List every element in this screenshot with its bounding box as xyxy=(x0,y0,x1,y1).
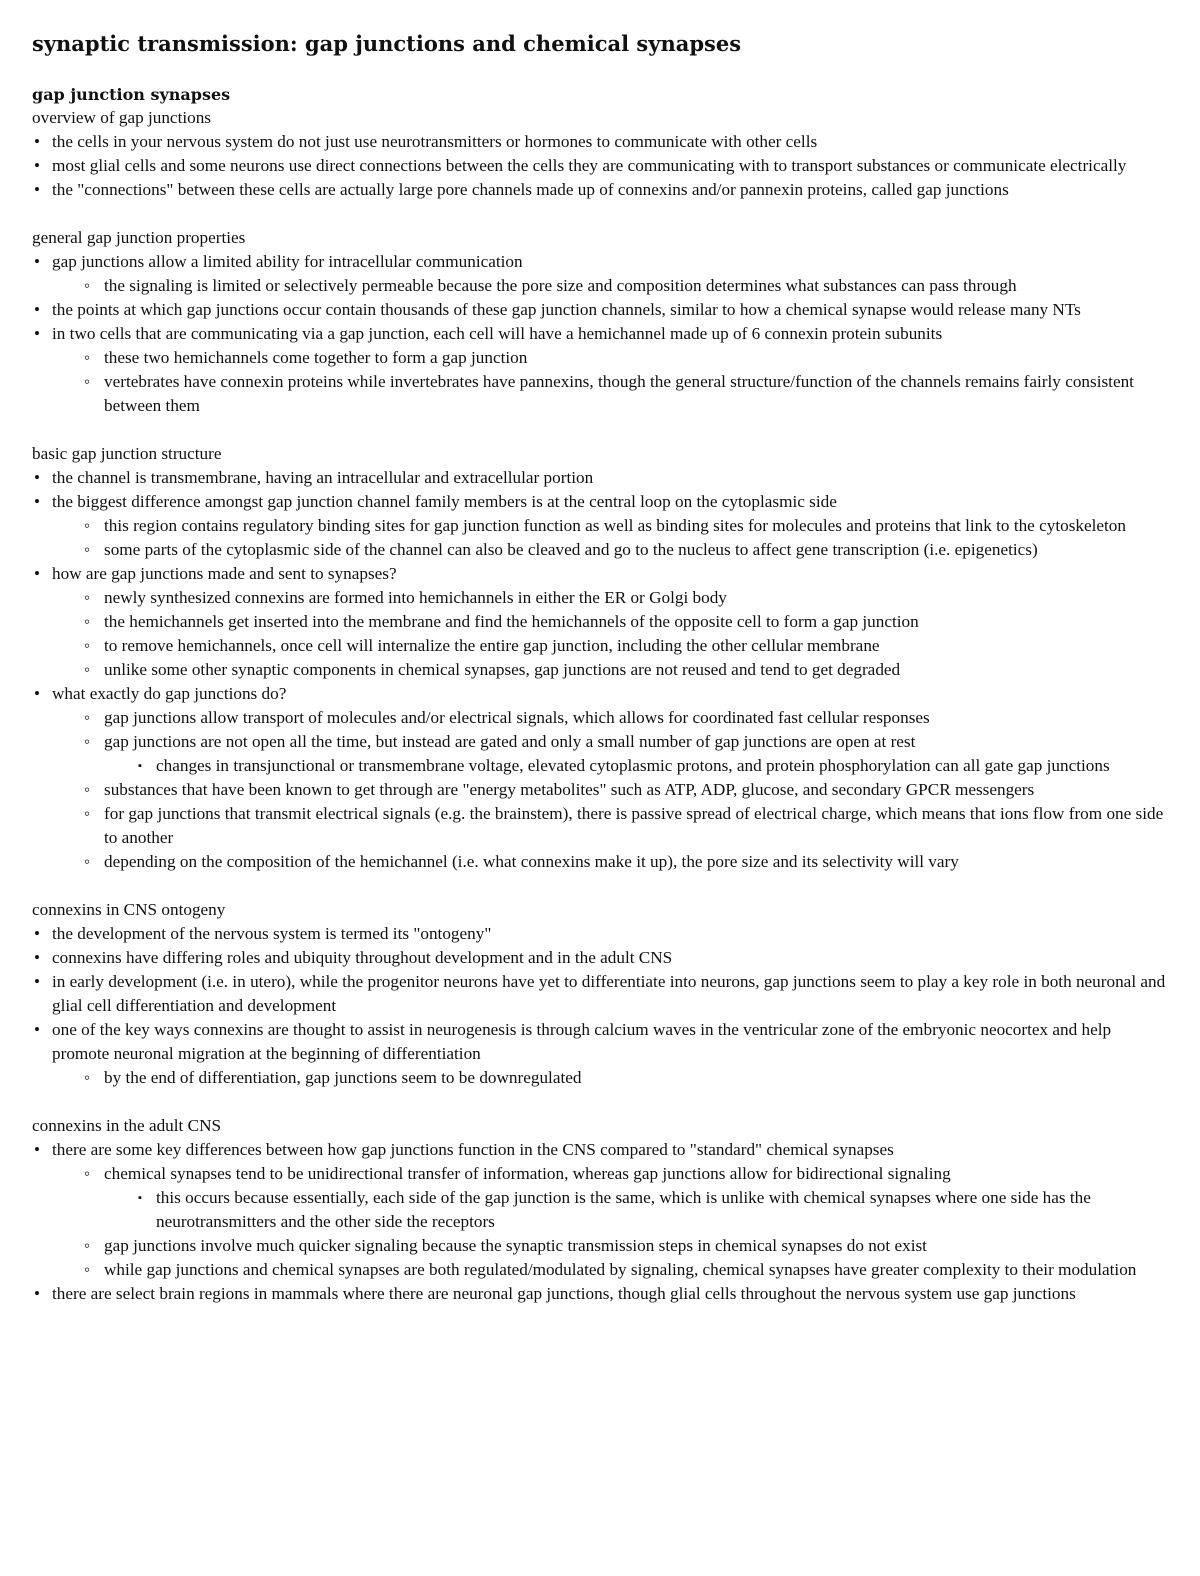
list-item: ◦ gap junctions are not open all the time, but instead are gated and only a small number of gap junctions are open at rest xyxy=(32,730,1168,754)
sub-bullet-list xyxy=(32,274,1168,298)
list-item: • connexins have differing roles and ubiquity throughout development and in the adult CNS xyxy=(32,946,1168,970)
list-item: ◦ chemical synapses tend to be unidirectional transfer of information, whereas gap junctions allow for bidirectional signaling xyxy=(32,1162,1168,1186)
list-item: ◦ substances that have been known to get through are "energy metabolites" such as ATP, ADP, glucose, and secondary GPCR messengers xyxy=(32,778,1168,802)
bullet-list xyxy=(32,130,1168,202)
list-item: ◦ for gap junctions that transmit electrical signals (e.g. the brainstem), there is passive spread of electrical charge, which means that ions flow from one side to another xyxy=(32,802,1168,850)
list-item: • how are gap junctions made and sent to synapses? xyxy=(32,562,1168,586)
list-item: • in early development (i.e. in utero), while the progenitor neurons have yet to differentiate into neurons, gap junctions seem to play a key role in both neuronal and glial cell differentiation and development xyxy=(32,970,1168,1018)
list-item: • gap junctions allow a limited ability for intracellular communication xyxy=(32,250,1168,274)
bullet-list xyxy=(32,466,1168,514)
sub-bullet-list xyxy=(32,778,1168,874)
list-item: ▪ changes in transjunctional or transmembrane voltage, elevated cytoplasmic protons, and protein phosphorylation can all gate gap junctions xyxy=(32,754,1168,778)
sub-sub-bullet-list xyxy=(32,1186,1168,1234)
sub-bullet-list xyxy=(32,514,1168,562)
list-item: ◦ by the end of differentiation, gap junctions seem to be downregulated xyxy=(32,1066,1168,1090)
list-item: • the channel is transmembrane, having an intracellular and extracellular portion xyxy=(32,466,1168,490)
list-item: • most glial cells and some neurons use direct connections between the cells they are communicating with to transport substances or communicate electrically xyxy=(32,154,1168,178)
section-overview xyxy=(32,106,1168,202)
bullet-list xyxy=(32,562,1168,586)
subsection-heading: basic gap junction structure xyxy=(32,444,222,463)
list-item: ◦ gap junctions involve much quicker signaling because the synaptic transmission steps in chemical synapses do not exist xyxy=(32,1234,1168,1258)
section-properties xyxy=(32,226,1168,418)
list-item: ◦ some parts of the cytoplasmic side of the channel can also be cleaved and go to the nucleus to affect gene transcription (i.e. epigenetics) xyxy=(32,538,1168,562)
sub-bullet-list xyxy=(32,1234,1168,1282)
section-heading: gap junction synapses xyxy=(32,85,231,104)
sub-bullet-list xyxy=(32,346,1168,418)
list-item: ◦ these two hemichannels come together to form a gap junction xyxy=(32,346,1168,370)
bullet-list xyxy=(32,298,1168,346)
section-ontogeny xyxy=(32,898,1168,1090)
list-item: ▪ this occurs because essentially, each side of the gap junction is the same, which is unlike with chemical synapses where one side has the neurotransmitters and the other side the receptors xyxy=(32,1186,1168,1234)
list-item: • the cells in your nervous system do not just use neurotransmitters or hormones to communicate with other cells xyxy=(32,130,1168,154)
list-item: ◦ vertebrates have connexin proteins while invertebrates have pannexins, though the general structure/function of the channels remains fairly consistent between them xyxy=(32,370,1168,418)
page-title: synaptic transmission: gap junctions and chemical synapses xyxy=(32,31,742,56)
subsection-heading: general gap junction properties xyxy=(32,228,246,247)
list-item: • the "connections" between these cells are actually large pore channels made up of connexins and/or pannexin proteins, called gap junctions xyxy=(32,178,1168,202)
list-item: • the points at which gap junctions occur contain thousands of these gap junction channels, similar to how a chemical synapse would release many NTs xyxy=(32,298,1168,322)
list-item: ◦ the hemichannels get inserted into the membrane and find the hemichannels of the opposite cell to form a gap junction xyxy=(32,610,1168,634)
list-item: • the development of the nervous system is termed its "ontogeny" xyxy=(32,922,1168,946)
bullet-list xyxy=(32,1138,1168,1162)
sub-bullet-list xyxy=(32,1066,1168,1090)
list-item: ◦ gap junctions allow transport of molecules and/or electrical signals, which allows for coordinated fast cellular responses xyxy=(32,706,1168,730)
list-item: ◦ unlike some other synaptic components in chemical synapses, gap junctions are not reused and tend to get degraded xyxy=(32,658,1168,682)
list-item: ◦ newly synthesized connexins are formed into hemichannels in either the ER or Golgi body xyxy=(32,586,1168,610)
list-item: ◦ to remove hemichannels, once cell will internalize the entire gap junction, including the other cellular membrane xyxy=(32,634,1168,658)
bullet-list xyxy=(32,250,1168,274)
list-item: ◦ while gap junctions and chemical synapses are both regulated/modulated by signaling, chemical synapses have greater complexity to their modulation xyxy=(32,1258,1168,1282)
sub-bullet-list xyxy=(32,1162,1168,1186)
bullet-list xyxy=(32,922,1168,1066)
sub-bullet-list xyxy=(32,586,1168,682)
section-structure xyxy=(32,442,1168,874)
section-adult-cns xyxy=(32,1114,1168,1306)
bullet-list xyxy=(32,1282,1168,1306)
list-item: • in two cells that are communicating via a gap junction, each cell will have a hemichannel made up of 6 connexin protein subunits xyxy=(32,322,1168,346)
sub-bullet-list xyxy=(32,706,1168,754)
list-item: • there are some key differences between how gap junctions function in the CNS compared to "standard" chemical synapses xyxy=(32,1138,1168,1162)
list-item: • the biggest difference amongst gap junction channel family members is at the central loop on the cytoplasmic side xyxy=(32,490,1168,514)
list-item: • there are select brain regions in mammals where there are neuronal gap junctions, though glial cells throughout the nervous system use gap junctions xyxy=(32,1282,1168,1306)
subsection-heading: overview of gap junctions xyxy=(32,108,211,127)
subsection-heading: connexins in CNS ontogeny xyxy=(32,900,226,919)
bullet-list xyxy=(32,682,1168,706)
sub-sub-bullet-list xyxy=(32,754,1168,778)
list-item: ◦ the signaling is limited or selectively permeable because the pore size and composition determines what substances can pass through xyxy=(32,274,1168,298)
list-item: ◦ depending on the composition of the hemichannel (i.e. what connexins make it up), the pore size and its selectivity will vary xyxy=(32,850,1168,874)
list-item: • what exactly do gap junctions do? xyxy=(32,682,1168,706)
list-item: • one of the key ways connexins are thought to assist in neurogenesis is through calcium waves in the ventricular zone of the embryonic neocortex and help promote neuronal migration at the beginning of differentiation xyxy=(32,1018,1168,1066)
list-item: ◦ this region contains regulatory binding sites for gap junction function as well as binding sites for molecules and proteins that link to the cytoskeleton xyxy=(32,514,1168,538)
subsection-heading: connexins in the adult CNS xyxy=(32,1116,222,1135)
